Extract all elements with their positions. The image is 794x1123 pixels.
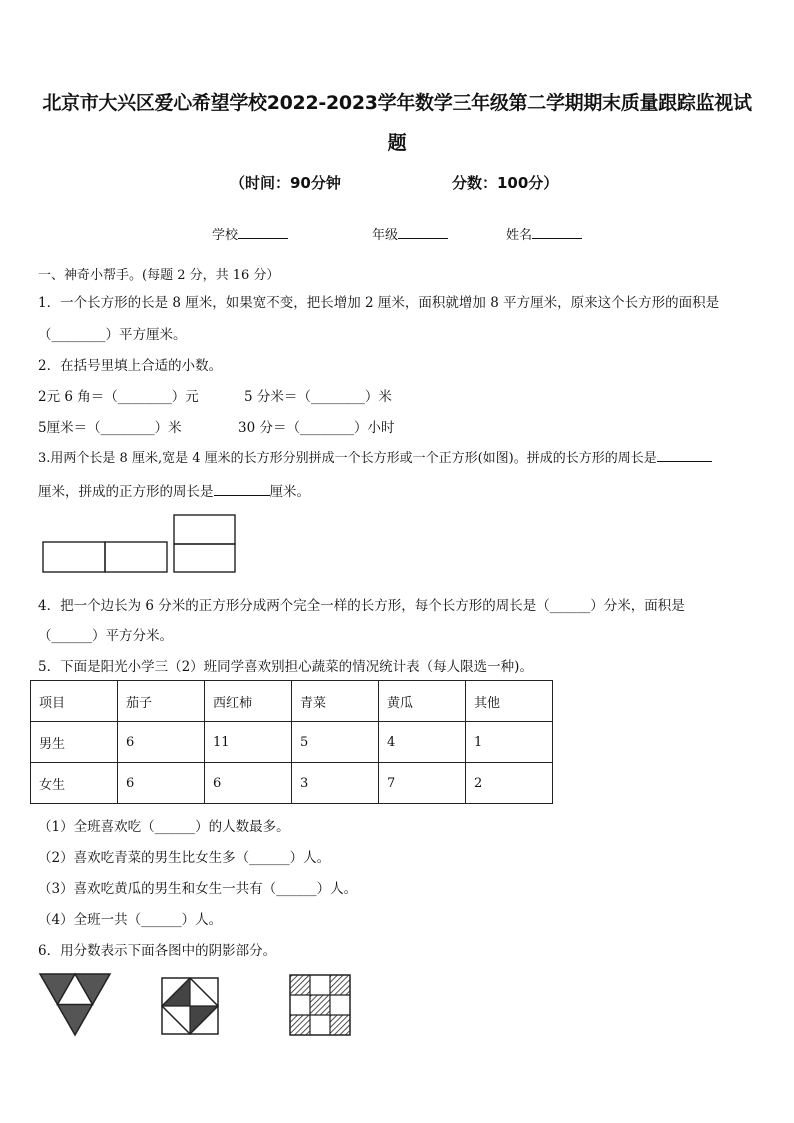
table-cell: 4 [379, 722, 466, 763]
table-header-cell: 其他 [466, 681, 553, 722]
table-cell: 6 [118, 763, 205, 804]
grade-field[interactable] [372, 224, 448, 243]
hatched-cell [290, 1015, 310, 1035]
table-cell: 6 [118, 722, 205, 763]
table-header-cell: 西红柿 [205, 681, 292, 722]
long-rectangle-left [43, 542, 105, 572]
name-field[interactable] [506, 224, 582, 243]
question-6-prompt: 6．用分数表示下面各图中的阴影部分。 [38, 943, 277, 959]
table-cell: 6 [205, 763, 292, 804]
question-3-blank-1[interactable] [657, 448, 712, 462]
table-cell: 1 [466, 722, 553, 763]
table-cell: 5 [292, 722, 379, 763]
name-blank[interactable] [532, 225, 582, 239]
table-cell: 7 [379, 763, 466, 804]
table-cell: 11 [205, 722, 292, 763]
hatched-cell [290, 975, 310, 995]
question-3-blank-2[interactable] [214, 482, 270, 496]
table-row [31, 722, 553, 763]
question-5-sub1: （1）全班喜欢吃（______）的人数最多。 [38, 819, 290, 835]
square-diamond-figure [160, 976, 220, 1036]
question-3-line1 [38, 447, 712, 466]
table-header-row [31, 681, 553, 722]
grade-blank[interactable] [398, 225, 448, 239]
question-2b: 5 分米＝（________）米 [244, 389, 392, 405]
hatched-cell [330, 975, 350, 995]
question-3-line2 [38, 480, 310, 500]
page-title: 北京市大兴区爱心希望学校2022-2023学年数学三年级第二学期期末质量跟踪监视试 [42, 92, 752, 114]
question-3-text-2: 厘米，拼成的正方形的周长是 [38, 484, 214, 500]
question-2c: 5厘米＝（________）米 [38, 420, 182, 436]
table-row [31, 763, 553, 804]
name-label: 姓名 [506, 228, 533, 243]
question-2d: 30 分＝（________）小时 [238, 420, 395, 436]
table-cell: 2 [466, 763, 553, 804]
question-4-line1: 4．把一个边长为 6 分米的正方形分成两个完全一样的长方形，每个长方形的周长是（______）分米，面积是 [38, 598, 685, 614]
exam-time: （时间：90分钟 [230, 174, 341, 192]
school-label: 学校 [212, 228, 239, 243]
grade-label: 年级 [372, 228, 399, 243]
table-cell: 男生 [31, 722, 118, 763]
hatched-cell [330, 1015, 350, 1035]
question-1-line2: （________）平方厘米。 [38, 327, 187, 343]
question-3-text: 3.用两个长是 8 厘米,宽是 4 厘米的长方形分别拼成一个长方形或一个正方形(如图)。拼成的长方形的周长是 [38, 451, 657, 466]
table-cell: 3 [292, 763, 379, 804]
vegetable-stats-table [30, 680, 553, 804]
exam-score: 分数：100分） [452, 174, 559, 192]
question-5-sub2: （2）喜欢吃青菜的男生比女生多（______）人。 [38, 850, 331, 866]
question-2-prompt: 2．在括号里填上合适的小数。 [38, 358, 223, 374]
table-header-cell: 茄子 [118, 681, 205, 722]
table-header-cell: 黄瓜 [379, 681, 466, 722]
rectangle-diagram [40, 512, 240, 576]
section-heading: 一、神奇小帮手。(每题 2 分，共 16 分） [38, 268, 280, 283]
school-blank[interactable] [238, 225, 288, 239]
question-1-line1: 1．一个长方形的长是 8 厘米，如果宽不变，把长增加 2 厘米，面积就增加 8 平方厘米，原来这个长方形的面积是 [38, 295, 720, 311]
table-cell: 女生 [31, 763, 118, 804]
long-rectangle-right [105, 542, 167, 572]
question-3-text-3: 厘米。 [269, 484, 310, 500]
page-title-continued: 题 [387, 132, 407, 154]
square-bottom-half [174, 544, 235, 572]
square-top-half [174, 515, 235, 544]
question-2a: 2元 6 角＝（________）元 [38, 389, 199, 405]
question-5-prompt: 5．下面是阳光小学三（2）班同学喜欢别担心蔬菜的情况统计表（每人限选一种)。 [38, 659, 533, 675]
hatched-cell [310, 995, 330, 1015]
triangle-figure [38, 972, 112, 1038]
table-header-cell: 项目 [31, 681, 118, 722]
table-header-cell: 青菜 [292, 681, 379, 722]
question-5-sub3: （3）喜欢吃黄瓜的男生和女生一共有（______）人。 [38, 881, 358, 897]
grid-figure [288, 973, 352, 1037]
question-4-line2: （______）平方分米。 [38, 628, 173, 644]
question-5-sub4: （4）全班一共（______）人。 [38, 912, 223, 928]
school-field[interactable] [212, 224, 288, 243]
